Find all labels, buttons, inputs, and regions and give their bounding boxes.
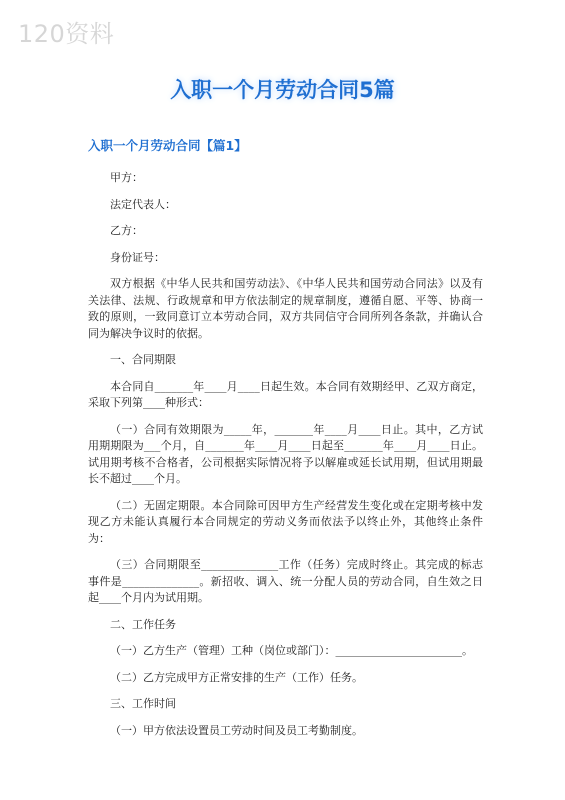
- id-number-field: 身份证号：: [110, 250, 165, 264]
- party-a-field: 甲方：: [110, 171, 143, 184]
- clause-heading-tasks: 二、工作任务: [110, 617, 176, 631]
- section-heading: 入职一个月劳动合同【篇1】: [88, 138, 247, 153]
- term-option-3: （三）合同期限至______________工作（任务）完成时终止。其完成的标志事件是______________。新招收、调入、统一分配人员的劳动合同，自生效之日起____个月内为试用期。: [88, 558, 483, 604]
- task-item-1: （一）乙方生产（管理）工种（岗位或部门）：_______________________。: [110, 644, 473, 657]
- preamble-paragraph: 双方根据《中华人民共和国劳动法》、《中华人民共和国劳动合同法》以及有关法律、法规、行政规章和甲方依法制定的规章制度，遵循自愿、平等、协商一致的原则，一致同意订立本劳动合同，双方共同信守合同所列各条款，并确认合同为解决争议时的依据。: [88, 277, 483, 340]
- watermark: 120资料: [18, 20, 115, 48]
- term-option-1: （一）合同有效期限为_____年，_______年____月____日止。其中，乙方试用期期限为___个月，自_______年____月____日起至_______年____月____日止。试用期考核不合格者，公司根据实际情况将予以解雇或延长试用期，但试用期最长不超过____个月。: [88, 422, 483, 485]
- term-paragraph: 本合同自_______年____月____日起生效。本合同有效期经甲、乙双方商定，采取下列第____种形式：: [88, 379, 483, 409]
- clause-heading-term: 一、合同期限: [110, 353, 176, 366]
- clause-heading-hours: 三、工作时间: [110, 697, 176, 710]
- hours-item-1: （一）甲方依法设置员工劳动时间及员工考勤制度。: [110, 723, 363, 737]
- task-item-2: （二）乙方完成甲方正常安排的生产（工作）任务。: [110, 670, 363, 684]
- document-body: [88, 170, 483, 749]
- legal-representative-field: 法定代表人：: [110, 197, 176, 211]
- term-option-2: （二）无固定期限。本合同除可因甲方生产经营发生变化或在定期考核中发现乙方未能认真履行本合同规定的劳动义务而依法予以终止外，其他终止条件为：: [88, 498, 483, 545]
- party-b-field: 乙方：: [110, 224, 143, 237]
- document-title: 入职一个月劳动合同5篇: [170, 78, 395, 102]
